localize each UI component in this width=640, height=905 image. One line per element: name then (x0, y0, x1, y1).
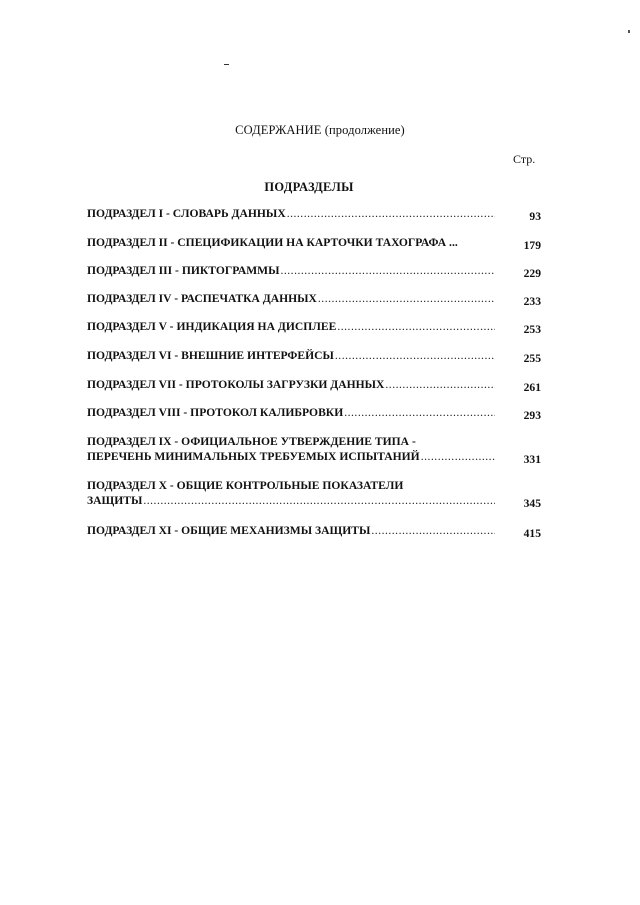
toc-entry-title: ПОДРАЗДЕЛ VIII - ПРОТОКОЛ КАЛИБРОВКИ (87, 406, 344, 419)
toc-entry[interactable] (87, 235, 547, 250)
toc-entry-title: ПОДРАЗДЕЛ V - ИНДИКАЦИЯ НА ДИСПЛЕЕ (87, 320, 337, 333)
toc-entry-title-line2: ПЕРЕЧЕНЬ МИНИМАЛЬНЫХ ТРЕБУЕМЫХ ИСПЫТАНИЙ (87, 450, 420, 463)
page-column-label: Стр. (513, 152, 536, 166)
toc-entry-page: 255 (523, 352, 541, 365)
toc-entry-title: ПОДРАЗДЕЛ III - ПИКТОГРАММЫ (87, 264, 280, 277)
toc-entry-title-line2: ЗАЩИТЫ (87, 494, 143, 507)
toc-entry-page: 179 (523, 239, 541, 252)
toc-entry-title: ПОДРАЗДЕЛ II - СПЕЦИФИКАЦИИ НА КАРТОЧКИ ТАХОГРАФА ... (87, 236, 458, 249)
toc-entry-line (87, 235, 495, 250)
dot-leader (337, 319, 495, 334)
toc-entry-line (87, 493, 495, 508)
toc-entry-line (87, 377, 495, 392)
toc-entry-page: 415 (523, 527, 541, 540)
toc-entry-line (87, 319, 495, 334)
toc-entry-page: 293 (523, 409, 541, 422)
toc-entry[interactable] (87, 523, 547, 538)
toc-entry-title: ПОДРАЗДЕЛ IV - РАСПЕЧАТКА ДАННЫХ (87, 292, 317, 305)
toc-entry-page: 345 (523, 497, 541, 510)
dot-leader (280, 263, 495, 278)
toc-entry-title: ПОДРАЗДЕЛ I - СЛОВАРЬ ДАННЫХ (87, 207, 286, 220)
dot-leader (344, 405, 495, 420)
toc-entry[interactable] (87, 434, 547, 464)
toc-entry-title: ПОДРАЗДЕЛ XI - ОБЩИЕ МЕХАНИЗМЫ ЗАЩИТЫ (87, 524, 371, 537)
toc-entry[interactable] (87, 405, 547, 420)
toc-entry-line (87, 291, 495, 306)
scan-speck-mark (224, 64, 229, 65)
toc-entry-page: 229 (523, 267, 541, 280)
toc-entry-page: 331 (523, 453, 541, 466)
toc-entry-page: 233 (523, 295, 541, 308)
toc-entry-title-line1: ПОДРАЗДЕЛ IX - ОФИЦИАЛЬНОЕ УТВЕРЖДЕНИЕ ТИПА - (87, 435, 416, 448)
toc-entry[interactable] (87, 478, 547, 508)
toc-entry[interactable] (87, 348, 547, 363)
toc-entry-page: 253 (523, 323, 541, 336)
toc-entry-title: ПОДРАЗДЕЛ VII - ПРОТОКОЛЫ ЗАГРУЗКИ ДАННЫХ (87, 378, 385, 391)
toc-entry[interactable] (87, 291, 547, 306)
dot-leader (287, 206, 495, 221)
dot-leader (335, 348, 495, 363)
dot-leader (385, 377, 495, 392)
dot-leader (371, 523, 495, 538)
toc-entry[interactable] (87, 319, 547, 334)
section-heading: ПОДРАЗДЕЛЫ (264, 180, 354, 194)
toc-entry[interactable] (87, 206, 547, 221)
toc-entry-line (87, 449, 495, 464)
toc-entry-title-line1: ПОДРАЗДЕЛ X - ОБЩИЕ КОНТРОЛЬНЫЕ ПОКАЗАТЕЛИ (87, 479, 404, 492)
toc-entry-line (87, 263, 495, 278)
toc-entry-line (87, 348, 495, 363)
toc-entry-line (87, 523, 495, 538)
dot-leader (421, 449, 495, 464)
dot-leader (318, 291, 495, 306)
toc-entry[interactable] (87, 263, 547, 278)
dot-leader (143, 493, 495, 508)
toc-entry[interactable] (87, 377, 547, 392)
scan-corner-mark (628, 30, 630, 33)
toc-entry-line (87, 405, 495, 420)
document-title: СОДЕРЖАНИЕ (продолжение) (235, 123, 405, 137)
toc-entry-page: 93 (529, 210, 541, 223)
toc-entry-page: 261 (523, 381, 541, 394)
toc-entry-title: ПОДРАЗДЕЛ VI - ВНЕШНИЕ ИНТЕРФЕЙСЫ (87, 349, 334, 362)
toc-entry-line (87, 206, 495, 221)
